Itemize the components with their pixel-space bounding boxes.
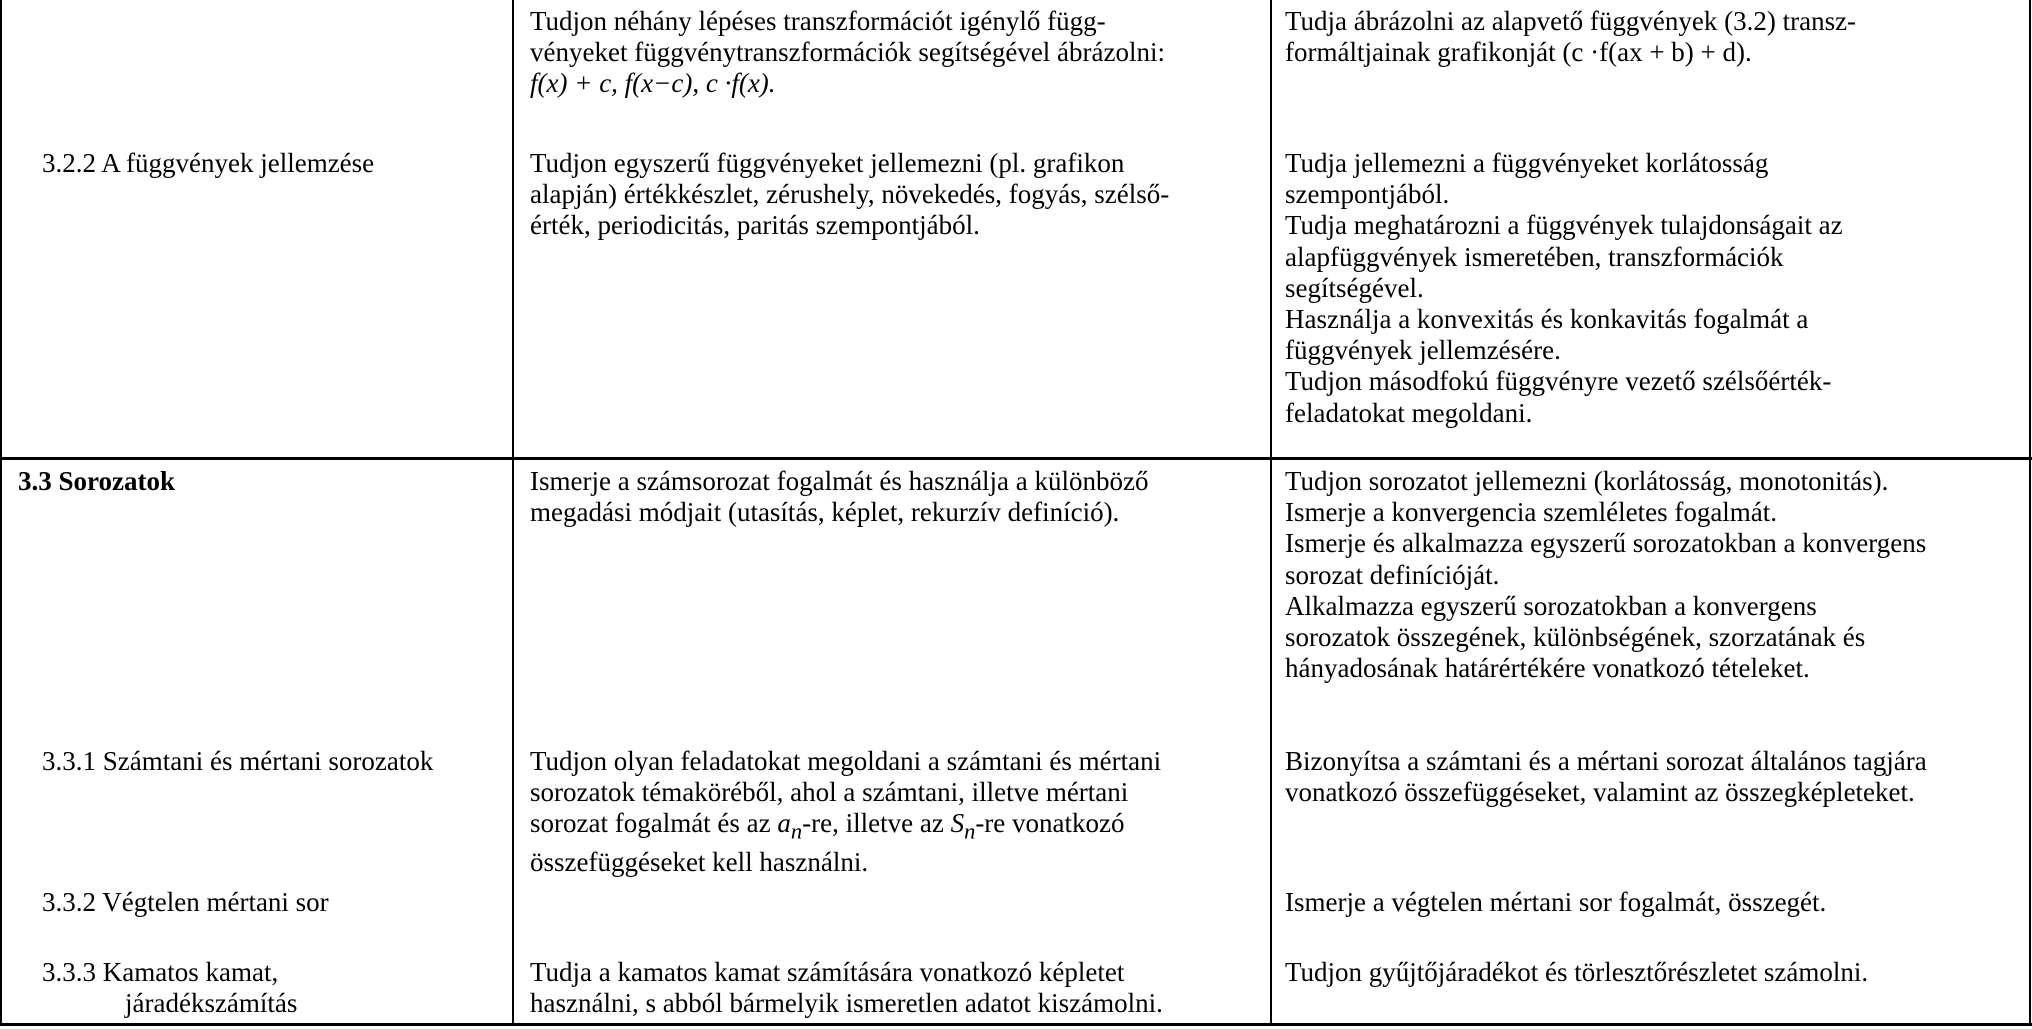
math-subscript: n xyxy=(964,818,976,844)
topic-3-3-3 xyxy=(18,957,532,1019)
text-line: Ismerje a számsorozat fogalmát és használja a különböző xyxy=(530,466,1149,496)
text-line: Tudjon sorozatot jellemezni (korlátosság, monotonitás). xyxy=(1285,466,1889,496)
text-line: érték, periodicitás, paritás szempontjából. xyxy=(530,210,980,241)
transformation-requirement-basic xyxy=(530,6,1260,100)
topic-3-2-2-advanced xyxy=(1285,148,2025,429)
transformation-requirement-advanced xyxy=(1285,6,2025,68)
text-line: Bizonyítsa a számtani és a mértani sorozat általános tagjára xyxy=(1285,746,1927,776)
text-line: sorozatok összegének, különbségének, szorzatának és xyxy=(1285,622,1866,653)
text-fragment: sorozat fogalmát és az xyxy=(530,808,778,839)
table-border-left xyxy=(0,0,2,1026)
text-line: 3.3.3 Kamatos kamat, xyxy=(42,957,279,987)
text-line: járadékszámítás xyxy=(125,988,298,1019)
formula-line: f(x) + c, f(x−c), c ·f(x). xyxy=(530,68,776,99)
topic-3-3-advanced xyxy=(1285,466,2025,684)
text-line: sorozatok témaköréből, ahol a számtani, illetve mértani xyxy=(530,777,1129,808)
text-line: sorozat definícióját. xyxy=(1285,559,1500,590)
math-symbol: a xyxy=(777,808,791,839)
topic-3-3-1: 3.3.1 Számtani és mértani sorozatok xyxy=(42,746,434,776)
text-line: Alkalmazza egyszerű sorozatokban a konvergens xyxy=(1285,590,1817,621)
topic-3-3-3-advanced: Tudjon gyűjtőjáradékot és törlesztőrészletet számolni. xyxy=(1285,957,1869,987)
text-line: Ismerje és alkalmazza egyszerű sorozatokban a konvergens xyxy=(1285,528,1927,559)
text-line: használni, s abból bármelyik ismeretlen adatot kiszámolni. xyxy=(530,988,1163,1019)
text-line: Tudjon olyan feladatokat megoldani a számtani és mértani xyxy=(530,746,1162,776)
text-line: összefüggéseket kell használni. xyxy=(530,847,869,877)
text-line: megadási módjait (utasítás, képlet, rekurzív definíció). xyxy=(530,497,1120,528)
topic-3-3-1-basic xyxy=(530,746,1260,878)
row-divider xyxy=(0,457,2032,460)
text-line: segítségével. xyxy=(1285,272,1424,303)
text-line: Tudja jellemezni a függvényeket korlátosság xyxy=(1285,148,1769,178)
topic-3-2-2-basic xyxy=(530,148,1260,242)
text-line: Tudjon egyszerű függvényeket jellemezni (pl. grafikon xyxy=(530,148,1125,178)
text-fragment: -re, illetve az xyxy=(802,808,951,839)
math-symbol: S xyxy=(950,808,965,839)
table-border-bottom xyxy=(0,1023,2032,1026)
text-line xyxy=(530,808,1260,847)
topic-3-3-2: 3.3.2 Végtelen mértani sor xyxy=(42,887,329,917)
topic-3-3-3-basic xyxy=(530,957,1260,1019)
math-subscript: n xyxy=(790,818,803,844)
text-line: vényeket függvénytranszformációk segítségével ábrázolni: xyxy=(530,37,1166,68)
topic-3-3-2-advanced: Ismerje a végtelen mértani sor fogalmát, összegét. xyxy=(1285,887,1827,917)
column-divider-2 xyxy=(1270,0,1272,1026)
text-line: függvények jellemzésére. xyxy=(1285,335,1561,366)
table-border-right xyxy=(2029,0,2031,1026)
text-line: Tudja a kamatos kamat számítására vonatkozó képletet xyxy=(530,957,1125,987)
topic-3-3-basic xyxy=(530,466,1260,528)
text-line: Tudjon néhány lépéses transzformációt igénylő függ- xyxy=(530,6,1106,36)
text-line: alapján) értékkészlet, zérushely, növekedés, fogyás, szélső- xyxy=(530,179,1170,210)
text-line: feladatokat megoldani. xyxy=(1285,397,1533,428)
text-line: formáltjainak grafikonját (c ·f(ax + b) + d). xyxy=(1285,37,1752,68)
topic-3-3-heading: 3.3 Sorozatok xyxy=(18,466,176,496)
text-line: Ismerje a konvergencia szemléletes fogalmát. xyxy=(1285,497,1778,528)
text-line: Tudja meghatározni a függvények tulajdonságait az xyxy=(1285,210,1843,241)
topic-3-3-1-advanced xyxy=(1285,746,2025,808)
topic-3-2-2: 3.2.2 A függvények jellemzése xyxy=(42,148,375,178)
text-line: alapfüggvények ismeretében, transzformációk xyxy=(1285,241,1784,272)
text-line: hányadosának határértékére vonatkozó tételeket. xyxy=(1285,653,1810,684)
text-line: szempontjából. xyxy=(1285,179,1450,210)
text-line: vonatkozó összefüggéseket, valamint az összegképleteket. xyxy=(1285,777,1915,808)
text-fragment: -re vonatkozó xyxy=(975,808,1125,839)
text-line: Tudjon másodfokú függvényre vezető szélsőérték- xyxy=(1285,366,1832,397)
text-line: Használja a konvexitás és konkavitás fogalmát a xyxy=(1285,304,1809,335)
text-line: Tudja ábrázolni az alapvető függvények (3.2) transz- xyxy=(1285,6,1857,36)
